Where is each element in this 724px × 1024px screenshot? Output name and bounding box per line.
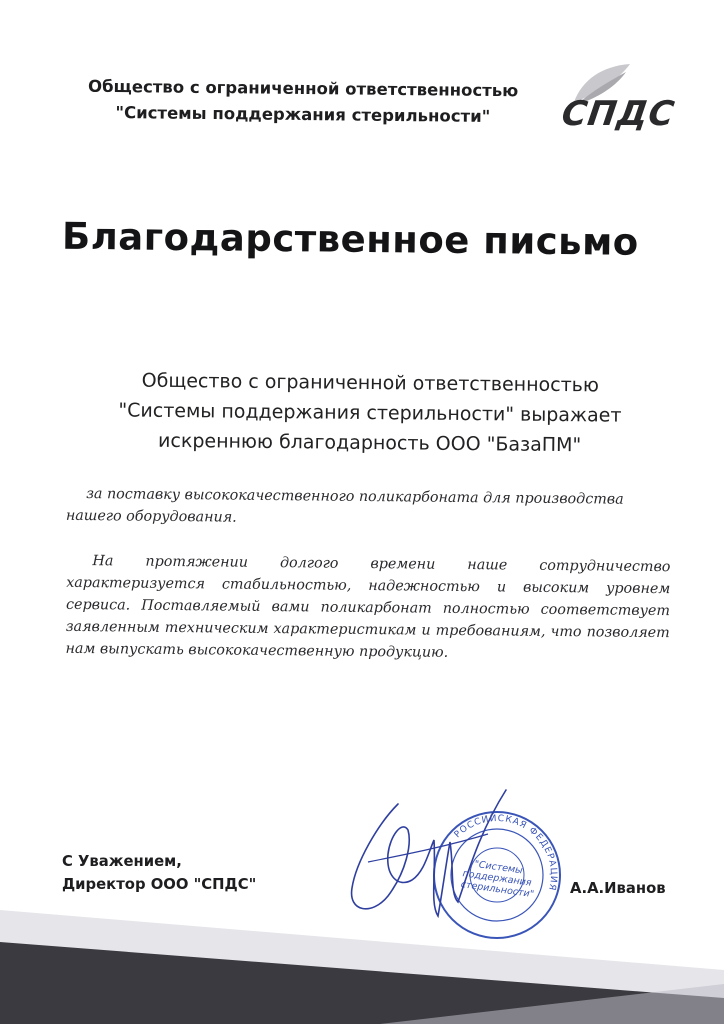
closing-block <box>62 850 256 896</box>
document-title: Благодарственное письмо <box>61 214 639 264</box>
signer-position: Директор ООО "СПДС" <box>62 876 257 893</box>
stamp-center-text: "Системы поддержания стерильности" <box>460 858 535 901</box>
statement-line1: Общество с ограниченной ответственностью <box>141 369 600 397</box>
company-name-line2: "Системы поддержания стерильности" <box>115 103 491 126</box>
gratitude-statement <box>70 365 671 461</box>
signer-name: А.А.Иванов <box>570 880 666 897</box>
closing-regards: С Уважением, <box>62 853 182 870</box>
director-signature <box>338 784 518 934</box>
paragraph-supply: за поставку высококачественного поликарбоната для производства нашего оборудования. <box>65 486 624 526</box>
statement-line3: искреннюю благодарность ООО "БазаПМ" <box>158 429 582 457</box>
paragraph-cooperation: На протяжении долгого времени наше сотрудничество характеризуется стабильностью, надежностью и высоким уровнем сервиса. Поставляемый вами поликарбонат полностью соответствует заявленным техническим характеристикам и требованиям, что позволяет нам выпускать высококачественную продукцию. <box>65 553 671 661</box>
company-name-line1: Общество с ограниченной ответственностью <box>87 76 519 101</box>
company-logo <box>552 58 692 138</box>
stamp-outer-text: РОССИЙСКАЯ ФЕДЕРАЦИЯ <box>452 813 559 892</box>
statement-line2: "Системы поддержания стерильности" выражает <box>118 399 622 427</box>
logo-text: СПДС <box>559 94 678 134</box>
company-header <box>58 73 549 130</box>
